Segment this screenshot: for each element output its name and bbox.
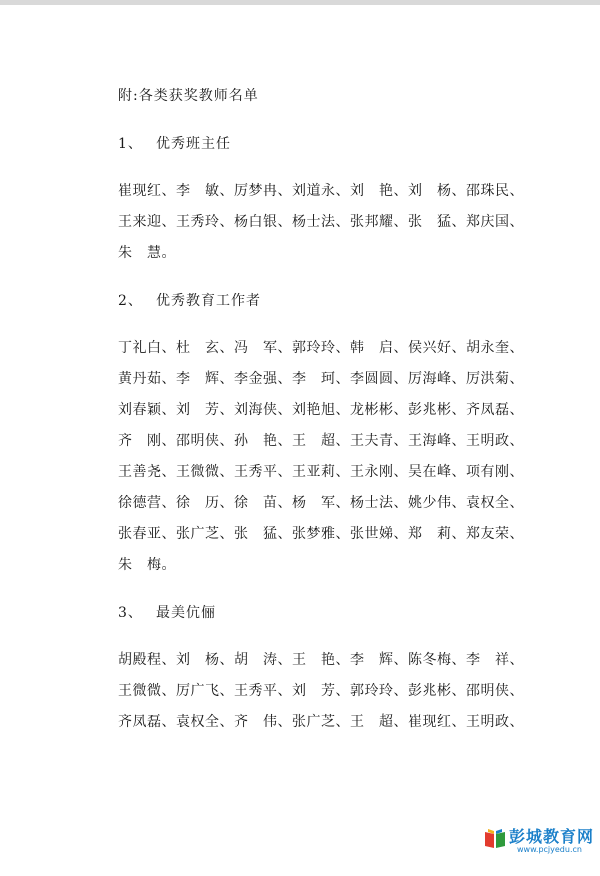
name-line: 胡殿程、刘 杨、胡 涛、王 艳、李 辉、陈冬梅、李 祥、 [118,652,524,668]
watermark-url: www.pcjyedu.cn [517,845,582,854]
document-body [118,86,538,760]
name-list [118,333,538,581]
name-line: 齐 刚、邵明侠、孙 艳、王 超、王夫青、王海峰、王明政、 [118,433,524,449]
top-border [0,0,600,5]
section-outstanding-class-teacher [118,134,538,269]
section-outstanding-educator [118,291,538,581]
name-line: 王善尧、王微微、王秀平、王亚莉、王永刚、吴在峰、项有刚、 [118,464,524,480]
section-title-text: 优秀班主任 [156,136,231,152]
name-line: 朱 慧。 [118,245,176,261]
section-number: 2、 [118,293,143,309]
section-title-text: 优秀教育工作者 [156,293,261,309]
name-line: 徐德营、徐 历、徐 苗、杨 军、杨士法、姚少伟、袁权全、 [118,495,524,511]
section-number: 3、 [118,605,143,621]
name-line: 刘春颖、刘 芳、刘海侠、刘艳旭、龙彬彬、彭兆彬、齐凤磊、 [118,402,524,418]
name-line: 黄丹茹、李 辉、李金强、李 珂、李圆圆、厉海峰、厉洪菊、 [118,371,524,387]
site-watermark [483,822,593,862]
name-line: 王来迎、王秀玲、杨白银、杨士法、张邦耀、张 猛、郑庆国、 [118,214,524,230]
name-list [118,176,538,269]
name-line: 齐凤磊、袁权全、齐 伟、张广芝、王 超、崔现红、王明政、 [118,714,524,730]
name-line: 张春亚、张广芝、张 猛、张梦雅、张世娣、郑 莉、郑友荣、 [118,526,524,542]
name-line: 崔现红、李 敏、厉梦冉、刘道永、刘 艳、刘 杨、邵珠民、 [118,183,524,199]
name-list [118,645,538,738]
section-number: 1、 [118,136,143,152]
section-most-beautiful-couple [118,603,538,738]
watermark-title: 彭城教育网 [509,827,595,846]
name-line: 朱 梅。 [118,557,176,573]
section-title [118,291,538,311]
section-title-text: 最美伉俪 [156,605,216,621]
attachment-heading: 附:各类获奖教师名单 [118,88,259,104]
name-line: 王微微、厉广飞、王秀平、刘 芳、郭玲玲、彭兆彬、邵明侠、 [118,683,524,699]
section-title [118,134,538,154]
book-logo-icon [483,826,507,850]
name-line: 丁礼白、杜 玄、冯 军、郭玲玲、韩 启、侯兴好、胡永奎、 [118,340,524,356]
section-title [118,603,538,623]
